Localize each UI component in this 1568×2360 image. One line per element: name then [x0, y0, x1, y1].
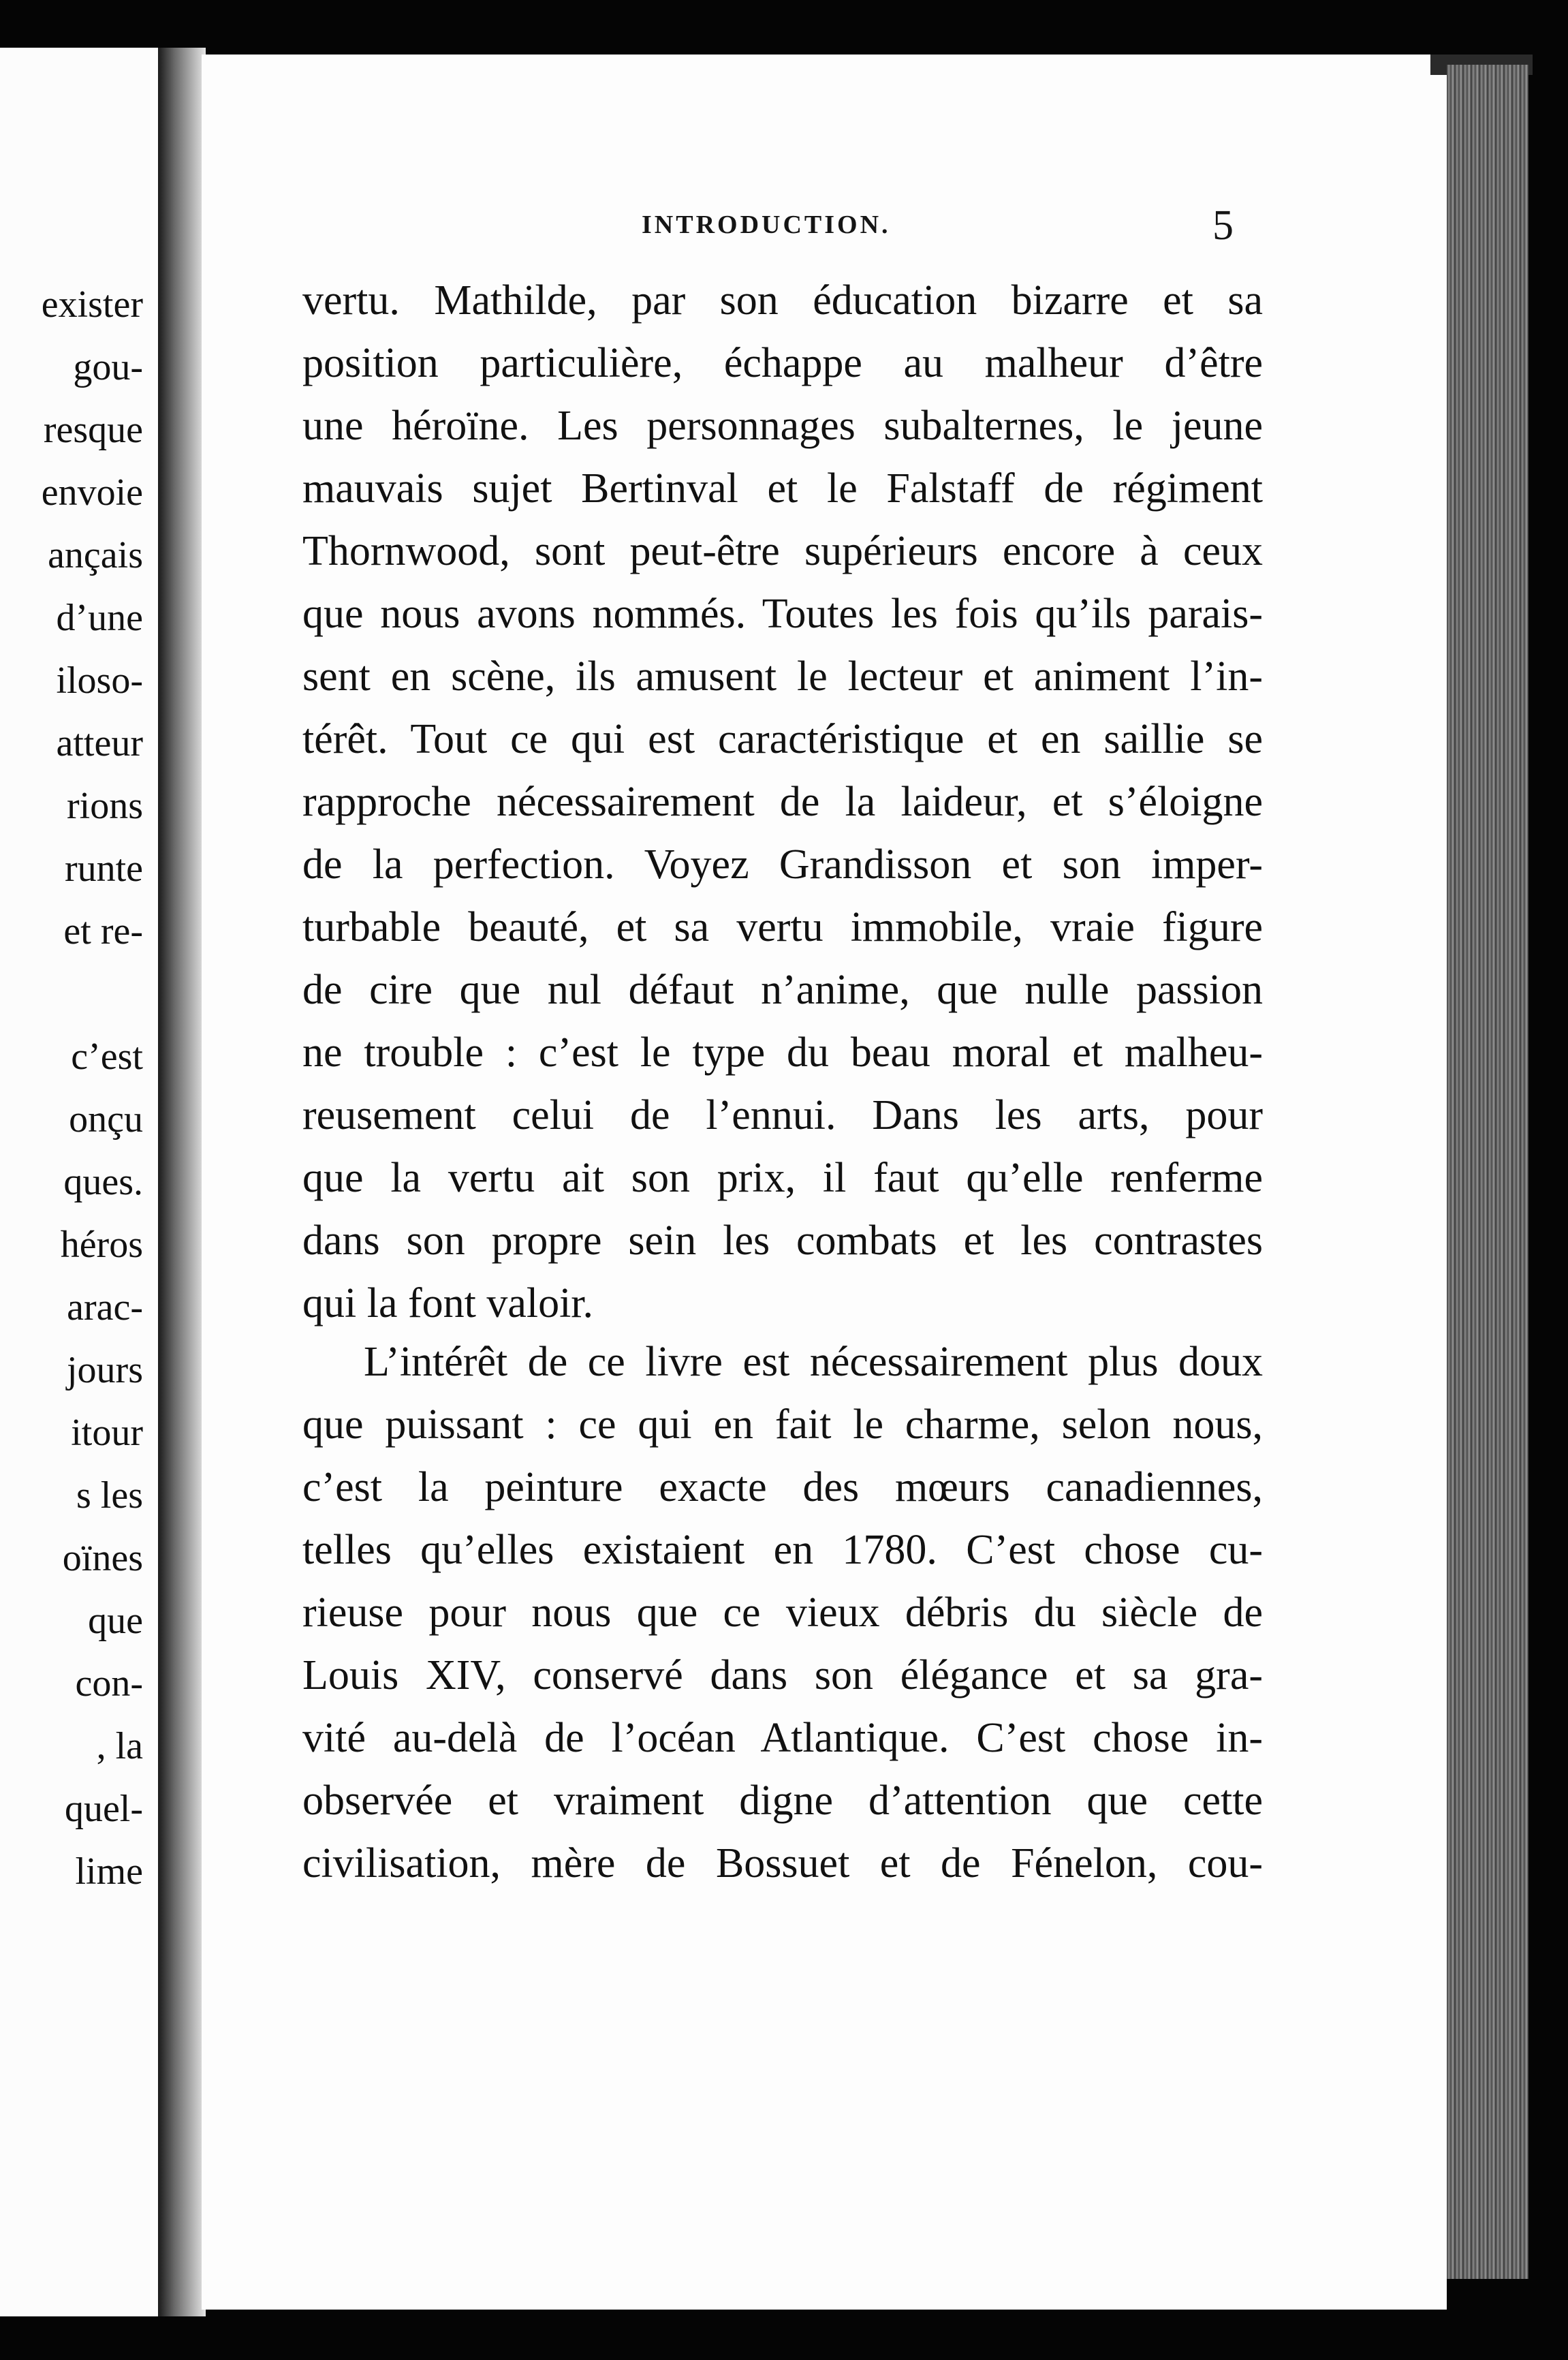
- text-line: que nous avons nommés. Toutes les fois qu’ils parais-: [302, 591, 1263, 637]
- text-line: observée et vraiment digne d’attention que cette: [302, 1777, 1263, 1824]
- left-page-line: ques.: [63, 1161, 143, 1203]
- text-line: sent en scène, ils amusent le lecteur et animent l’in-: [302, 653, 1263, 700]
- left-page-line: quel-: [64, 1788, 143, 1830]
- left-page-line: lime: [75, 1850, 143, 1893]
- left-page-line: que: [88, 1600, 143, 1642]
- left-page-line: runte: [64, 848, 143, 890]
- text-line: telles qu’elles existaient en 1780. C’est chose cu-: [302, 1527, 1263, 1573]
- text-line: turbable beauté, et sa vertu immobile, vraie figure: [302, 904, 1263, 950]
- text-line: de cire que nul défaut n’anime, que nulle passion: [302, 967, 1263, 1013]
- running-head: INTRODUCTION.: [642, 211, 891, 239]
- text-line: c’est la peinture exacte des mœurs canadiennes,: [302, 1464, 1263, 1510]
- text-line: une héroïne. Les personnages subalternes, le jeune: [302, 403, 1263, 449]
- left-page-line: resque: [43, 409, 143, 451]
- text-line: Thornwood, sont peut-être supérieurs encore à ceux: [302, 528, 1263, 574]
- text-line: position particulière, échappe au malheur d’être: [302, 340, 1263, 386]
- left-page-line: envoie: [41, 471, 143, 514]
- text-line: mauvais sujet Bertinval et le Falstaff de régiment: [302, 465, 1263, 512]
- text-line: Louis XIV, conservé dans son élégance et sa gra-: [302, 1652, 1263, 1698]
- left-page-line: arac-: [67, 1286, 143, 1329]
- left-page-line: oïnes: [62, 1537, 143, 1579]
- page-edges: [1447, 65, 1528, 2279]
- text-line: reusement celui de l’ennui. Dans les arts, pour: [302, 1092, 1263, 1138]
- text-line: de la perfection. Voyez Grandisson et son imper-: [302, 841, 1263, 888]
- text-line: ne trouble : c’est le type du beau moral et malheu-: [302, 1029, 1263, 1076]
- left-page-line: et re-: [63, 910, 143, 952]
- left-page-line: iloso-: [56, 659, 143, 702]
- left-page-line: gou-: [73, 346, 143, 388]
- text-line: vité au-delà de l’océan Atlantique. C’est chose in-: [302, 1715, 1263, 1761]
- left-page-line: onçu: [69, 1098, 143, 1140]
- page-number: 5: [1212, 202, 1234, 249]
- left-facing-page: [0, 48, 160, 2316]
- left-page-line: héros: [60, 1224, 143, 1266]
- text-line: L’intérêt de ce livre est nécessairement plus doux: [364, 1339, 1263, 1385]
- left-page-line: exister: [41, 283, 143, 326]
- text-line: vertu. Mathilde, par son éducation bizarre et sa: [302, 277, 1263, 324]
- text-line: que la vertu ait son prix, il faut qu’elle renferme: [302, 1155, 1263, 1201]
- left-page-line: c’est: [71, 1036, 143, 1078]
- left-page-line: ançais: [48, 534, 143, 576]
- left-page-line: itour: [71, 1412, 143, 1454]
- book-gutter: [158, 48, 206, 2316]
- text-line: térêt. Tout ce qui est caractéristique et en saillie se: [302, 716, 1263, 762]
- text-line: qui la font valoir.: [302, 1280, 594, 1326]
- left-page-line: rions: [67, 785, 143, 827]
- left-page-line: con-: [75, 1662, 143, 1705]
- left-page-line: atteur: [56, 722, 143, 764]
- left-page-line: d’une: [56, 597, 143, 639]
- text-line: rieuse pour nous que ce vieux débris du siècle de: [302, 1589, 1263, 1636]
- text-line: rapproche nécessairement de la laideur, et s’éloigne: [302, 779, 1263, 825]
- left-page-line: jours: [67, 1349, 143, 1391]
- text-line: dans son propre sein les combats et les contrastes: [302, 1217, 1263, 1264]
- left-page-line: s les: [76, 1474, 143, 1517]
- left-page-line: , la: [96, 1725, 143, 1767]
- text-line: civilisation, mère de Bossuet et de Fénelon, cou-: [302, 1840, 1263, 1887]
- text-line: que puissant : ce qui en fait le charme, selon nous,: [302, 1401, 1263, 1448]
